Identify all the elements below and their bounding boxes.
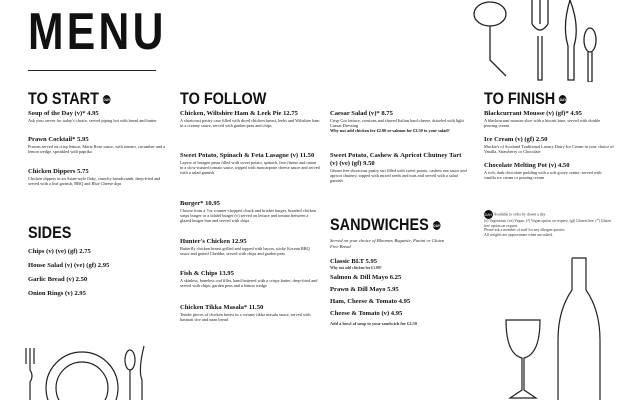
menu-item: Blackcurrant Mousse (v) (gf)* 4.95 A blackcurrant mousse slice with a biscuit base, served with double pouring cream <box>484 110 601 129</box>
sandwich-footer: Add a bowl of soup to your sandwich for £2.50 <box>330 321 417 326</box>
to-follow-header: TO FOLLOW <box>180 89 267 108</box>
side-item: House Salad (v) (ve) (gf) 2.95 <box>28 262 110 269</box>
legend: DAY Available to order by drawn a day (v) Vegetarian, (ve) Vegan, (?) Vegan option on request. (gf) Gluten free, (*) Gluten free option on request. Please ask a member of staff for any allergen queries. All weights are approximate when uncooked. <box>484 212 612 237</box>
menu-item: Chicken Tikka Masala* 11.50 Tender pieces of chicken breast in a creamy tikka masala sauce, served with basmati rice and naan bread <box>180 304 311 323</box>
sides-header: SIDES <box>28 223 72 242</box>
menu-item: Soup of the Day (v)* 4.95 Ask your server for today's choice, served piping hot with bread and butter <box>28 110 157 123</box>
menu-item: Sweet Potato, Cashew & Apricot Chutney Tart (v) (ve) (gf) 9.50 Gluten free shortcrust pastry tart filled with sweet potato, cashew nut sauce and apricot chutney, topped with mixed seeds and nuts and served with a salad garnish <box>330 152 467 184</box>
sandwich-item: Classic BLT 5.95 <box>330 258 378 265</box>
sandwich-item: Salmon & Dill Mayo 6.25 <box>330 274 402 281</box>
menu-item: Prawn Cocktail* 5.95 Prawns served on crisp lettuce, Marie Rose sauce, with tomato, cucumber and a lemon wedge, sprinkled with paprika <box>28 136 166 155</box>
daytime-badge-icon: DAY <box>559 97 567 103</box>
menu-item: Hunter's Chicken 12.95 Butterfly chicken breast grilled and topped with bacon, sticky Korean BBQ sauce and grated Cheddar, served with chips and garden peas <box>180 238 310 257</box>
sandwich-item: Cheese & Tomato (v) 4.95 <box>330 310 403 317</box>
menu-item: Burger* 10.95 Choose from a 7oz counter-chopped chuck and brisket burger, breaded chicken strips burger or a falafel burger (v) served on lettuce and tomato between a glazed burger bun and served with chips <box>180 200 317 224</box>
menu-item: Chicken Dippers 5.75 Chicken dippers in an Asian-style flaky, crunchy breadcrumb, deep-fried and served with a leaf garnish, BBQ and Blue Cheese dips <box>28 168 161 187</box>
wine-bottle-illustration-icon <box>500 250 610 400</box>
title-divider <box>28 70 156 71</box>
side-item: Chips (v) (ve) (gf) 2.75 <box>28 248 91 255</box>
blt-note: Why not add chicken for £1.00? <box>330 266 382 270</box>
daytime-badge-icon: DAY <box>484 212 493 217</box>
menu-item: Ice Cream (v) (gf) 2.50 Mackie's of Scotland Traditional Luxury Dairy Ice Cream in your choice of Vanilla, Strawberry or Chocolate <box>484 136 614 155</box>
sandwiches-header: SANDWICHES DAY <box>330 215 441 234</box>
sandwich-item: Prawn & Dill Mayo 5.95 <box>330 286 399 293</box>
menu-item: Sweet Potato, Spinach & Feta Lasagne (v) 11.50 Layers of lasagne pasta filled with sweet potato, spinach, feta cheese and onion in a slow-roasted tomato sauce, topped with mascarpone cheese sauce and served with a salad garnish <box>180 152 320 176</box>
menu-item: Fish & Chips 13.95 A skinless, boneless cod fillet, hand battered with a crispy batter, deep-fried and served with chips, garden peas and a lemon wedge <box>180 270 318 289</box>
daytime-badge-icon: DAY <box>103 97 111 103</box>
menu-item: Chicken, Wiltshire Ham & Leek Pie 12.75 A shortcrust pastry case filled with diced chicken breast, leeks and Wiltshire ham in a creamy sauce, served with garden peas and chips <box>180 110 320 129</box>
side-item: Garlic Bread (v) 2.50 <box>28 276 88 283</box>
menu-item: Caesar Salad (v)* 8.75 Crisp Cos lettuce, croutons and shaved Italian hard cheese, drizzled with light Caesar Dressing Why not add chicken for £2.00 or salmon for £3.50 to your salad? <box>330 110 464 134</box>
sandwich-intro: Served on your choice of Bloomer, Baguette, Panini or Gluten Free Bread <box>330 238 445 249</box>
cutlery-illustration-icon <box>470 0 600 82</box>
page-title: MENU <box>28 3 167 61</box>
side-item: Onion Rings (v) 2.95 <box>28 290 86 297</box>
to-finish-header: TO FINISH DAY <box>484 89 567 108</box>
plate-illustration-icon <box>20 340 150 400</box>
to-start-header: TO START DAY <box>28 89 111 108</box>
daytime-badge-icon: DAY <box>433 223 441 229</box>
sandwich-item: Ham, Cheese & Tomato 4.95 <box>330 298 411 305</box>
menu-item: Chocolate Melting Pot (v) 4.50 A rich, dark chocolate pudding with a soft gooey centre, served with vanilla ice cream or pouring cream <box>484 162 602 181</box>
